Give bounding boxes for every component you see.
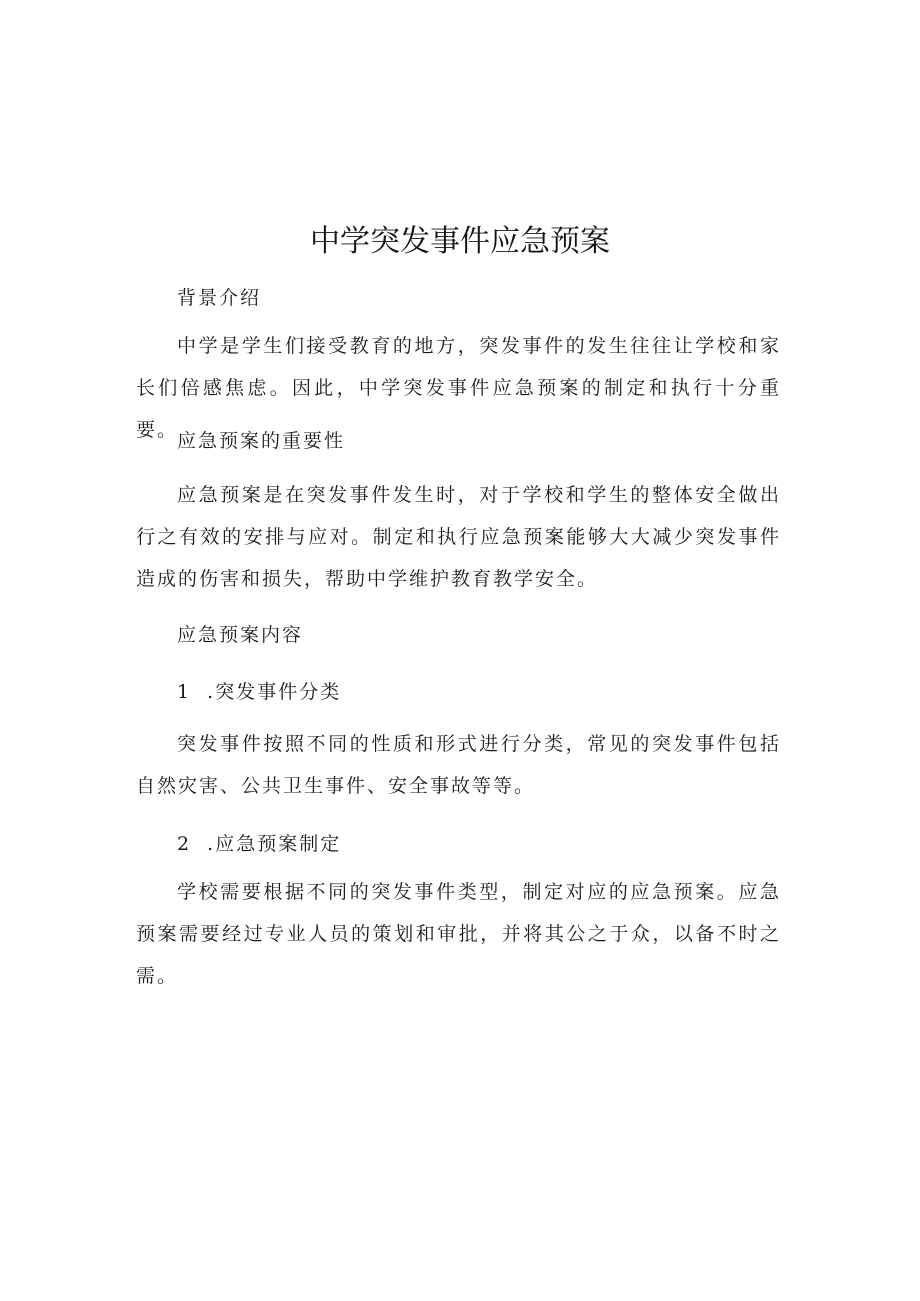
paragraph-plan-making: 学校需要根据不同的突发事件类型，制定对应的应急预案。应急预案需要经过专业人员的策划和审批，并将其公之于众，以备不时之需。 bbox=[136, 881, 781, 987]
subheading-plan-making: 2 .应急预案制定 bbox=[177, 833, 342, 855]
section-heading-content: 应急预案内容 bbox=[177, 624, 304, 646]
subheading-classification: 1 .突发事件分类 bbox=[177, 681, 342, 703]
section-heading-importance: 应急预案的重要性 bbox=[177, 430, 346, 452]
document-title: 中学突发事件应急预案 bbox=[310, 224, 610, 259]
paragraph-background: 中学是学生们接受教育的地方，突发事件的发生往往让学校和家长们倍感焦虑。因此，中学突发事件应急预案的制定和执行十分重要。 bbox=[136, 335, 781, 441]
section-heading-background: 背景介绍 bbox=[177, 287, 262, 309]
paragraph-classification: 突发事件按照不同的性质和形式进行分类，常见的突发事件包括自然灾害、公共卫生事件、安全事故等等。 bbox=[136, 733, 781, 797]
paragraph-importance: 应急预案是在突发事件发生时，对于学校和学生的整体安全做出行之有效的安排与应对。制定和执行应急预案能够大大减少突发事件造成的伤害和损失，帮助中学维护教育教学安全。 bbox=[136, 484, 781, 590]
